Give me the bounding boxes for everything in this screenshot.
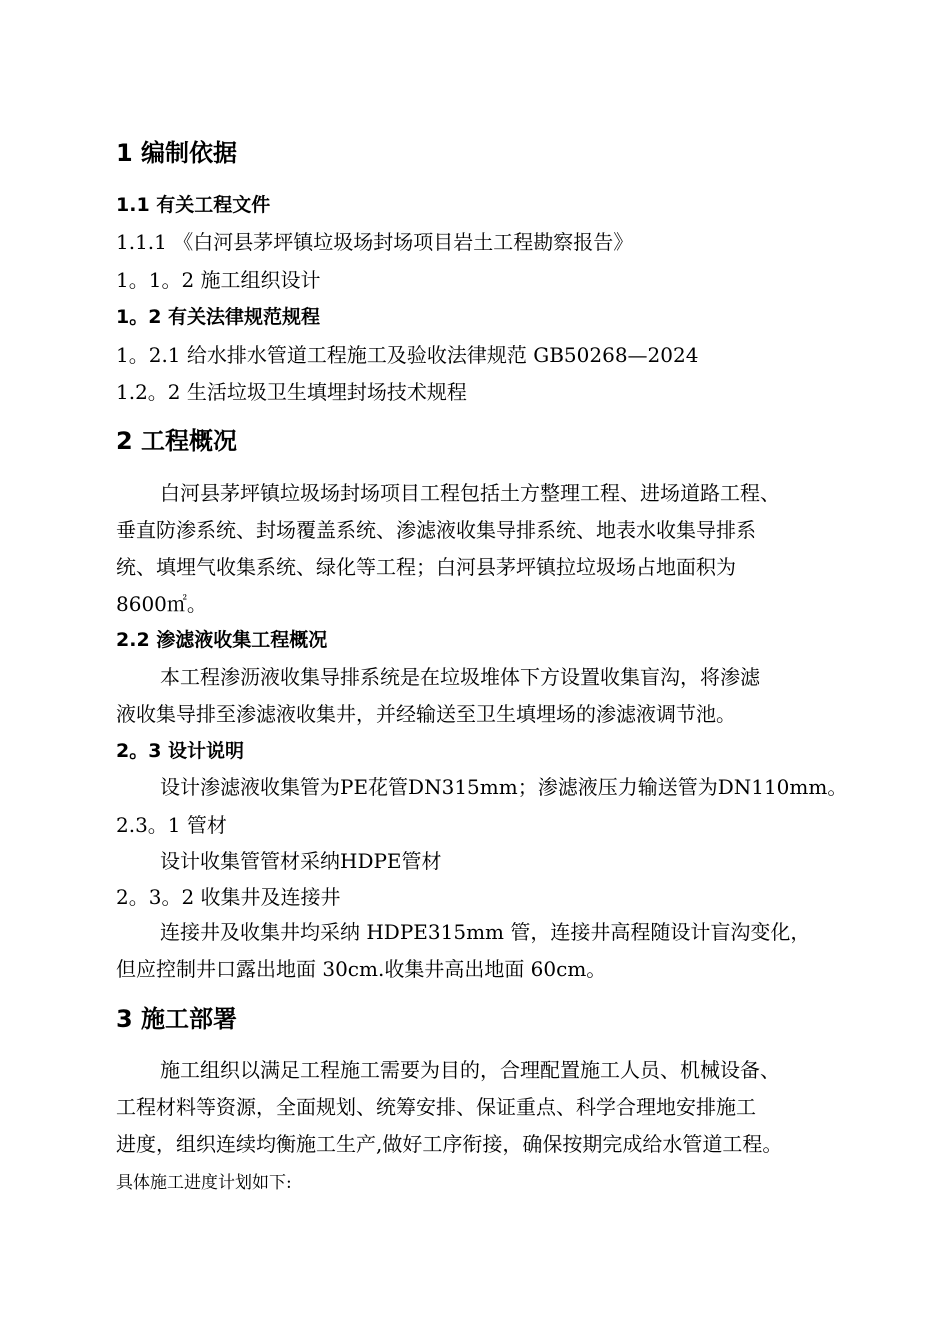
reference-item: 1.1.1 《白河县茅坪镇垃圾场封场项目岩土工程勘察报告》 [116,230,634,254]
subsection-heading: 2.2 渗滤液收集工程概况 [116,629,328,651]
subsection-heading: 1.1 有关工程文件 [116,194,271,216]
paragraph-line: 施工组织以满足工程施工需要为目的，合理配置施工人员、机械设备、 [160,1058,780,1082]
paragraph-line: 8600㎡。 [116,592,207,616]
reference-item: 1。2.1 给水排水管道工程施工及验收法律规范 GB50268—2024 [116,343,699,367]
section-heading: 2 工程概况 [116,427,238,455]
paragraph-line: 统、填埋气收集系统、绿化等工程；白河县茅坪镇拉垃圾场占地面积为 [116,555,736,579]
paragraph-line: 设计渗滤液收集管为PE花管DN315mm；渗滤液压力输送管为DN110mm。 [160,775,848,799]
reference-item: 1.2。2 生活垃圾卫生填埋封场技术规程 [116,380,467,404]
paragraph-line: 连接井及收集井均采纳 HDPE315mm 管，连接井高程随设计盲沟变化， [160,920,811,944]
paragraph-line: 但应控制井口露出地面 30cm.收集井高出地面 60cm。 [116,957,607,981]
paragraph-line: 进度，组织连续均衡施工生产,做好工序衔接，确保按期完成给水管道工程。 [116,1132,783,1156]
paragraph-line: 本工程渗沥液收集导排系统是在垃圾堆体下方设置收集盲沟，将渗滤 [160,665,760,689]
paragraph-line: 液收集导排至渗滤液收集井，并经输送至卫生填埋场的渗滤液调节池。 [116,702,736,726]
paragraph-line: 白河县茅坪镇垃圾场封场项目工程包括土方整理工程、进场道路工程、 [160,481,780,505]
paragraph-line: 工程材料等资源，全面规划、统筹安排、保证重点、科学合理地安排施工 [116,1095,756,1119]
paragraph-line: 垂直防渗系统、封场覆盖系统、渗滤液收集导排系统、地表水收集导排系 [116,518,756,542]
subsection-heading: 2。3 设计说明 [116,740,245,762]
item-heading: 2。3。2 收集井及连接井 [116,885,341,909]
section-heading: 1 编制依据 [116,139,238,167]
paragraph-line: 设计收集管管材采纳HDPE管材 [160,849,442,873]
reference-item: 1。1。2 施工组织设计 [116,268,321,292]
section-heading: 3 施工部署 [116,1005,238,1033]
subsection-heading: 1。2 有关法律规范规程 [116,306,321,328]
item-heading: 2.3。1 管材 [116,813,227,837]
paragraph-line: 具体施工进度计划如下: [116,1173,292,1193]
